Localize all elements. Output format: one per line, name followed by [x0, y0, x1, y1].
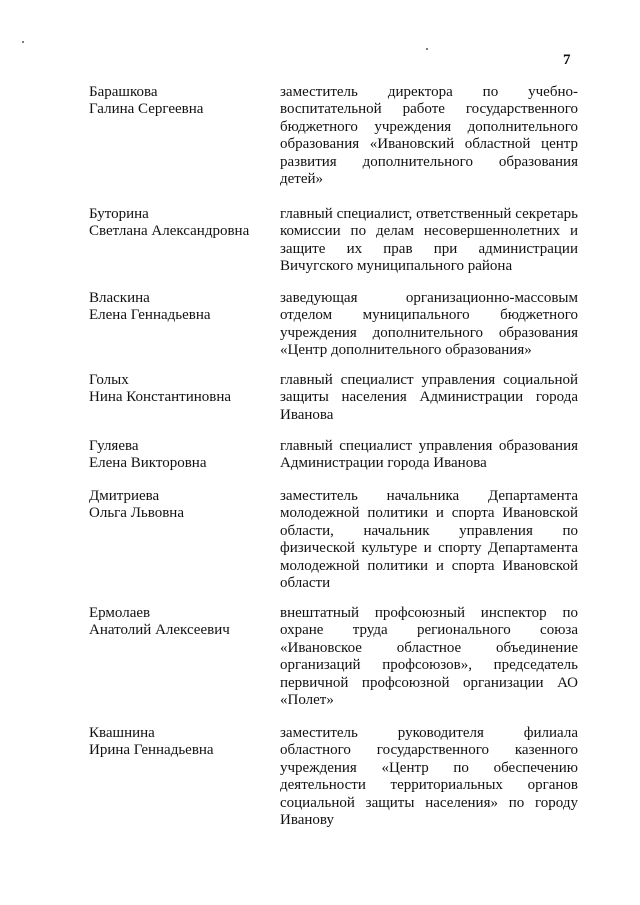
member-name: [89, 290, 274, 324]
member-surname: Буторина: [89, 206, 149, 222]
member-position: заведующая организационно-массовым отделом муниципального бюджетного учреждения дополнительного образования «Центр дополнительного образования»: [280, 290, 578, 359]
member-surname: Гуляева: [89, 438, 139, 454]
member-name: [89, 725, 274, 759]
member-surname: Власкина: [89, 290, 150, 306]
member-position: заместитель руководителя филиала областного государственного казенного учреждения «Центр по обеспечению деятельности территориальных органов социальной защиты населения» по городу Иванову: [280, 725, 578, 829]
member-given-names: Нина Константиновна: [89, 389, 232, 406]
member-position: главный специалист, ответственный секретарь комиссии по делам несовершеннолетних и защите их прав при администрации Вичугского муниципального района: [280, 206, 578, 275]
member-position: главный специалист управления образования Администрации города Иванова: [280, 438, 578, 472]
member-name: [89, 488, 274, 522]
member-name: [89, 605, 274, 639]
member-surname: Голых: [89, 372, 129, 388]
member-given-names: Ольга Львовна: [89, 505, 184, 522]
member-position: главный специалист управления социальной защиты населения Администрации города Иванова: [280, 372, 578, 423]
member-given-names: Елена Викторовна: [89, 455, 207, 472]
scan-speck: [22, 41, 24, 43]
member-surname: Ермолаев: [89, 605, 151, 621]
member-position: внештатный профсоюзный инспектор по охране труда регионального союза «Ивановское областное объединение организаций профсоюзов», председатель первичной профсоюзной организации АО «Полет»: [280, 605, 578, 709]
member-position: заместитель директора по учебно-воспитательной работе государственного бюджетного учреждения дополнительного образования «Ивановский областной центр развития дополнительного образования детей»: [280, 84, 578, 188]
member-surname: Квашнина: [89, 725, 155, 741]
member-given-names: Галина Сергеевна: [89, 101, 204, 118]
member-name: [89, 84, 274, 118]
member-position: заместитель начальника Департамента молодежной политики и спорта Ивановской области, начальник управления по физической культуре и спорту Департамента молодежной политики и спорта Ивановской области: [280, 488, 578, 592]
member-name: [89, 438, 274, 472]
member-surname: Барашкова: [89, 84, 158, 100]
member-given-names: Ирина Геннадьевна: [89, 742, 214, 759]
member-given-names: Елена Геннадьевна: [89, 307, 211, 324]
scan-speck: [426, 48, 428, 50]
member-name: [89, 206, 274, 240]
page-number: 7: [563, 52, 571, 68]
member-name: [89, 372, 274, 406]
member-given-names: Анатолий Алексеевич: [89, 622, 230, 639]
member-given-names: Светлана Александровна: [89, 223, 250, 240]
member-surname: Дмитриева: [89, 488, 160, 504]
